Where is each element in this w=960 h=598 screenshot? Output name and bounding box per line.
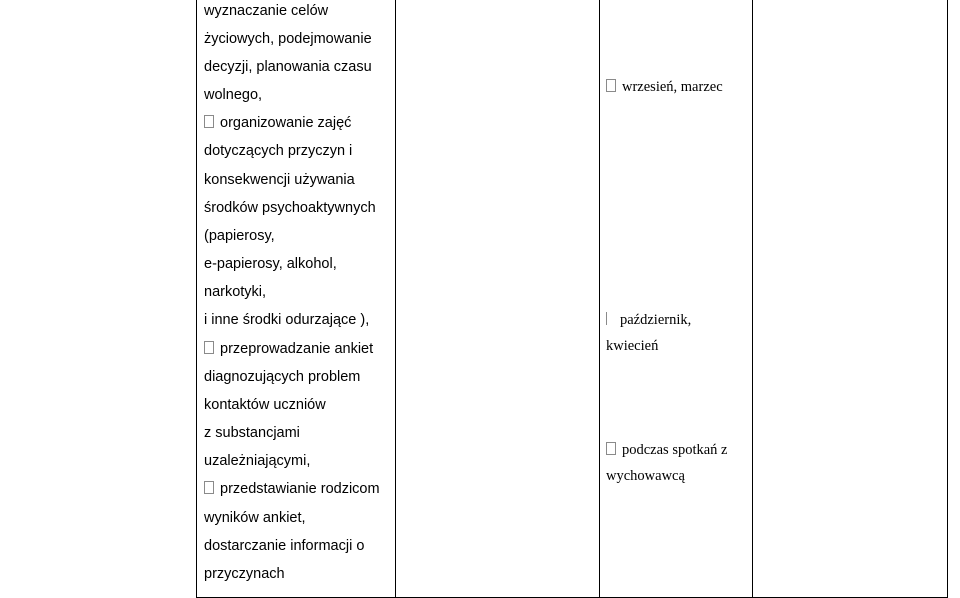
activity-text-line: i inne środki odurzające ), <box>204 312 370 328</box>
activity-text-line: wolnego, <box>204 87 263 103</box>
schedule-bullet-line <box>606 79 723 96</box>
schedule-text: wrzesień, marzec <box>622 79 723 95</box>
activity-text-line: (papierosy, <box>204 228 275 244</box>
empty-square-bullet-icon <box>204 115 214 128</box>
schedule-bullet-line <box>606 442 728 459</box>
activity-text: przedstawianie rodzicom <box>220 481 380 497</box>
schedule-text-line: wychowawcą <box>606 468 685 484</box>
activity-bullet-line <box>204 481 380 497</box>
activity-text-line: diagnozujących problem <box>204 369 361 385</box>
activity-text-line: przyczynach <box>204 566 285 582</box>
column-divider-2 <box>599 0 600 598</box>
schedule-text: podczas spotkań z <box>622 442 728 458</box>
activity-text: przeprowadzanie ankiet <box>220 341 374 357</box>
activity-text-line: środków psychoaktywnych <box>204 200 376 216</box>
table-border-left <box>196 0 197 598</box>
bullet-marker-icon <box>606 312 607 325</box>
empty-square-bullet-icon <box>204 481 214 494</box>
column-divider-3 <box>752 0 753 598</box>
activity-text: organizowanie zajęć <box>220 115 352 131</box>
activity-text-line: dotyczących przyczyn i <box>204 143 353 159</box>
activity-text-line: wyników ankiet, <box>204 510 306 526</box>
activity-text-line: kontaktów uczniów <box>204 397 326 413</box>
activity-text-line: dostarczanie informacji o <box>204 538 365 554</box>
empty-square-bullet-icon <box>204 341 214 354</box>
activity-text-line: decyzji, planowania czasu <box>204 59 372 75</box>
activity-text-line: konsekwencji używania <box>204 172 355 188</box>
empty-square-bullet-icon <box>606 442 616 455</box>
activity-text-line: narkotyki, <box>204 284 267 300</box>
activity-text-line: z substancjami <box>204 425 300 441</box>
activity-text-line: wyznaczanie celów <box>204 3 329 19</box>
table-border-right <box>947 0 948 598</box>
schedule-text: październik, <box>620 312 692 328</box>
activity-text-line: e-papierosy, alkohol, <box>204 256 337 272</box>
schedule-bullet-line <box>606 312 691 329</box>
activity-bullet-line <box>204 115 351 131</box>
activity-text-line: uzależniającymi, <box>204 453 311 469</box>
schedule-text-line: kwiecień <box>606 338 659 354</box>
column-divider-1 <box>395 0 396 598</box>
activity-text-line: życiowych, podejmowanie <box>204 31 372 47</box>
activity-bullet-line <box>204 341 373 357</box>
empty-square-bullet-icon <box>606 79 616 92</box>
